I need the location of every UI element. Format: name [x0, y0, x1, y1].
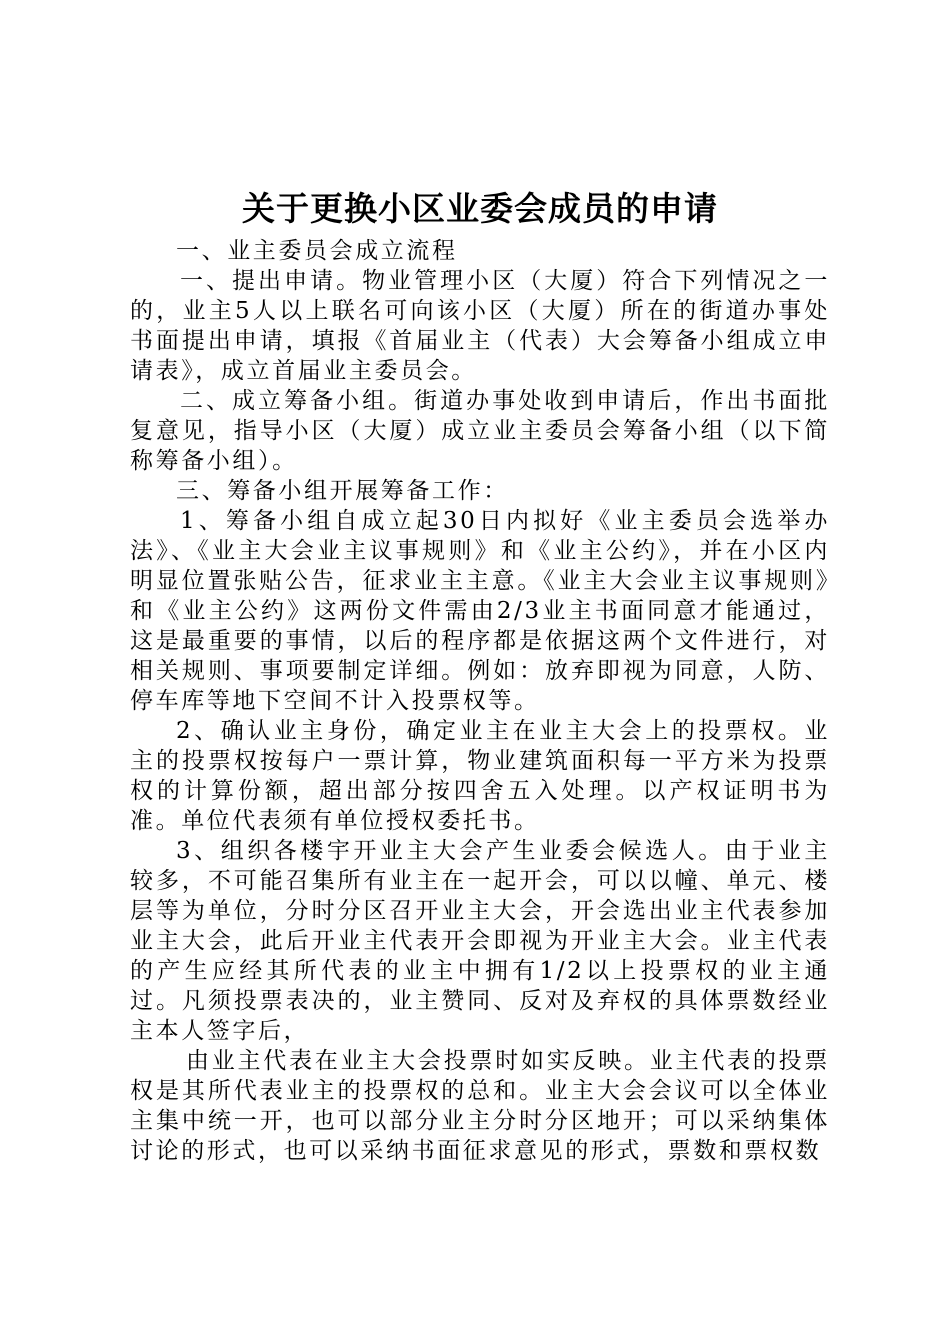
paragraph-item-1: 1、筹备小组自成立起30日内拟好《业主委员会选举办法》、《业主大会业主议事规则》和《业主公约》，并在小区内明显位置张贴公告，征求业主主意。《业主大会业主议事规则》和《业主公约》这两份文件需由2/3业主书面同意才能通过，这是最重要的事情，以后的程序都是依据这两个文件进行，对相关规则、事项要制定详细。例如：放弃即视为同意，人防、停车库等地下空间不计入投票权等。: [130, 508, 830, 714]
paragraph-item-2: 2、确认业主身份，确定业主在业主大会上的投票权。业主的投票权按每户一票计算，物业建筑面积每一平方米为投票权的计算份额，超出部分按四舍五入处理。以产权证明书为准。单位代表须有单位授权委托书。: [130, 718, 830, 834]
paragraph-submit-application: 一、提出申请。物业管理小区（大厦）符合下列情况之一的，业主5人以上联名可向该小区（大厦）所在的街道办事处书面提出申请，填报《首届业主（代表）大会筹备小组成立申请表》，成立首届业主委员会。: [130, 268, 830, 384]
paragraph-representative-voting: 由业主代表在业主大会投票时如实反映。业主代表的投票权是其所代表业主的投票权的总和。业主大会会议可以全体业主集中统一开，也可以部分业主分时分区地开；可以采纳集体讨论的形式，也可以采纳书面征求意见的形式，票数和票权数: [130, 1048, 830, 1164]
section-heading-process: 一、业主委员会成立流程: [176, 238, 458, 264]
document-title: 关于更换小区业委会成员的申请: [242, 189, 718, 228]
paragraph-item-3: 3、组织各楼宇开业主大会产生业委会候选人。由于业主较多，不可能召集所有业主在一起开会，可以以幢、单元、楼层等为单位，分时分区召开业主大会，开会选出业主代表参加业主大会，此后开业主代表开会即视为开业主大会。业主代表的产生应经其所代表的业主中拥有1/2以上投票权的业主通过。凡须投票表决的，业主赞同、反对及弃权的具体票数经业主本人签字后，: [130, 838, 830, 1044]
document-page: [130, 186, 830, 1166]
paragraph-preparatory-work: 三、筹备小组开展筹备工作：: [176, 478, 509, 504]
paragraph-form-preparatory-group: 二、成立筹备小组。街道办事处收到申请后，作出书面批复意见，指导小区（大厦）成立业主委员会筹备小组（以下简称筹备小组）。: [130, 388, 830, 474]
